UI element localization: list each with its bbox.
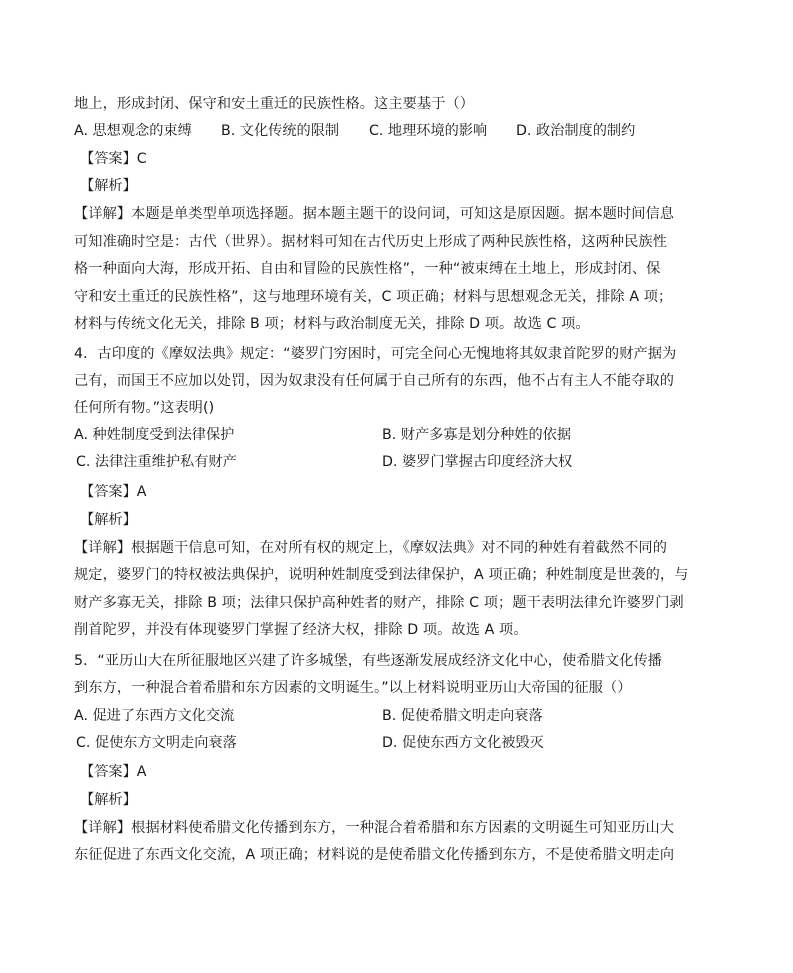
q5-option-a: A. 促进了东西方文化交流 [74, 708, 235, 724]
q3-detail-line: 【详解】本题是单类型单项选择题。据本题主题干的设问词，可知这是原因题。据本题时间信息 [74, 206, 675, 222]
q4-option-b: B. 财产多寡是划分种姓的依据 [382, 427, 572, 443]
q3-option-d: D. 政治制度的制约 [516, 123, 636, 139]
q3-analysis-label: 【解析】 [80, 178, 137, 194]
q4-answer: 【答案】A [80, 484, 147, 500]
q4-option-d: D. 婆罗门掌握古印度经济大权 [382, 454, 573, 470]
q3-detail-line: 格一种面向大海，形成开拓、自由和冒险的民族性格”，一种“被束缚在土地上，形成封闭、保 [74, 261, 661, 277]
q5-detail-line: 东征促进了东西文化交流，A 项正确；材料说的是使希腊文化传播到东方，不是使希腊文明走向 [74, 847, 675, 863]
q5-option-c: C. 促使东方文明走向衰落 [76, 735, 237, 751]
q4-detail-line: 规定，婆罗门的特权被法典保护，说明种姓制度受到法律保护，A 项正确；种姓制度是世袭的，与 [74, 567, 689, 583]
q3-option-b: B. 文化传统的限制 [221, 123, 340, 139]
q3-detail-line: 守和安土重迁的民族性格”，这与地理环境有关，C 项正确；材料与思想观念无关，排除 A 项； [74, 289, 673, 305]
q5-stem-line: 到东方，一种混合着希腊和东方因素的文明诞生。”以上材料说明亚历山大帝国的征服（） [74, 680, 632, 696]
q4-stem-line: 任何所有物。”这表明() [74, 400, 215, 416]
q4-detail-line: 【详解】根据题干信息可知，在对所有权的规定上，《摩奴法典》对不同的种姓有着截然不同的 [74, 540, 667, 556]
q3-answer: 【答案】C [80, 151, 147, 167]
q4-detail-line: 削首陀罗，并没有体现婆罗门掌握了经济大权，排除 D 项。故选 A 项。 [74, 622, 528, 638]
q4-stem-line: 4．古印度的《摩奴法典》规定：“婆罗门穷困时，可完全问心无愧地将其奴隶首陀罗的财产据为 [74, 346, 677, 362]
q4-detail-line: 财产多寡无关，排除 B 项；法律只保护高种姓者的财产，排除 C 项；题干表明法律允许婆罗门剥 [74, 595, 684, 611]
q4-analysis-label: 【解析】 [80, 512, 137, 528]
q4-option-a: A. 种姓制度受到法律保护 [74, 427, 235, 443]
q5-stem-line: 5．“亚历山大在所征服地区兴建了许多城堡，有些逐渐发展成经济文化中心，使希腊文化传播 [74, 653, 663, 669]
q5-answer: 【答案】A [80, 764, 147, 780]
q3-detail-line: 材料与传统文化无关，排除 B 项；材料与政治制度无关，排除 D 项。故选 C 项。 [74, 316, 590, 332]
q5-option-d: D. 促使东西方文化被毁灭 [382, 735, 544, 751]
q3-option-a: A. 思想观念的束缚 [74, 123, 192, 139]
q5-analysis-label: 【解析】 [80, 792, 137, 808]
q4-option-c: C. 法律注重维护私有财产 [76, 454, 237, 470]
q3-detail-line: 可知准确时空是：古代（世界）。据材料可知在古代历史上形成了两种民族性格，这两种民族性 [74, 234, 667, 250]
q5-detail-line: 【详解】根据材料使希腊文化传播到东方，一种混合着希腊和东方因素的文明诞生可知亚历山大 [74, 820, 675, 836]
q5-option-b: B. 促使希腊文明走向衰落 [382, 708, 543, 724]
q3-option-c: C. 地理环境的影响 [369, 123, 488, 139]
q4-stem-line: 己有，而国王不应加以处罚，因为奴隶没有任何属于自己所有的东西，他不占有主人不能夺取的 [74, 373, 675, 389]
q3-stem-tail: 地上，形成封闭、保守和安土重迁的民族性格。这主要基于（） [74, 96, 475, 112]
